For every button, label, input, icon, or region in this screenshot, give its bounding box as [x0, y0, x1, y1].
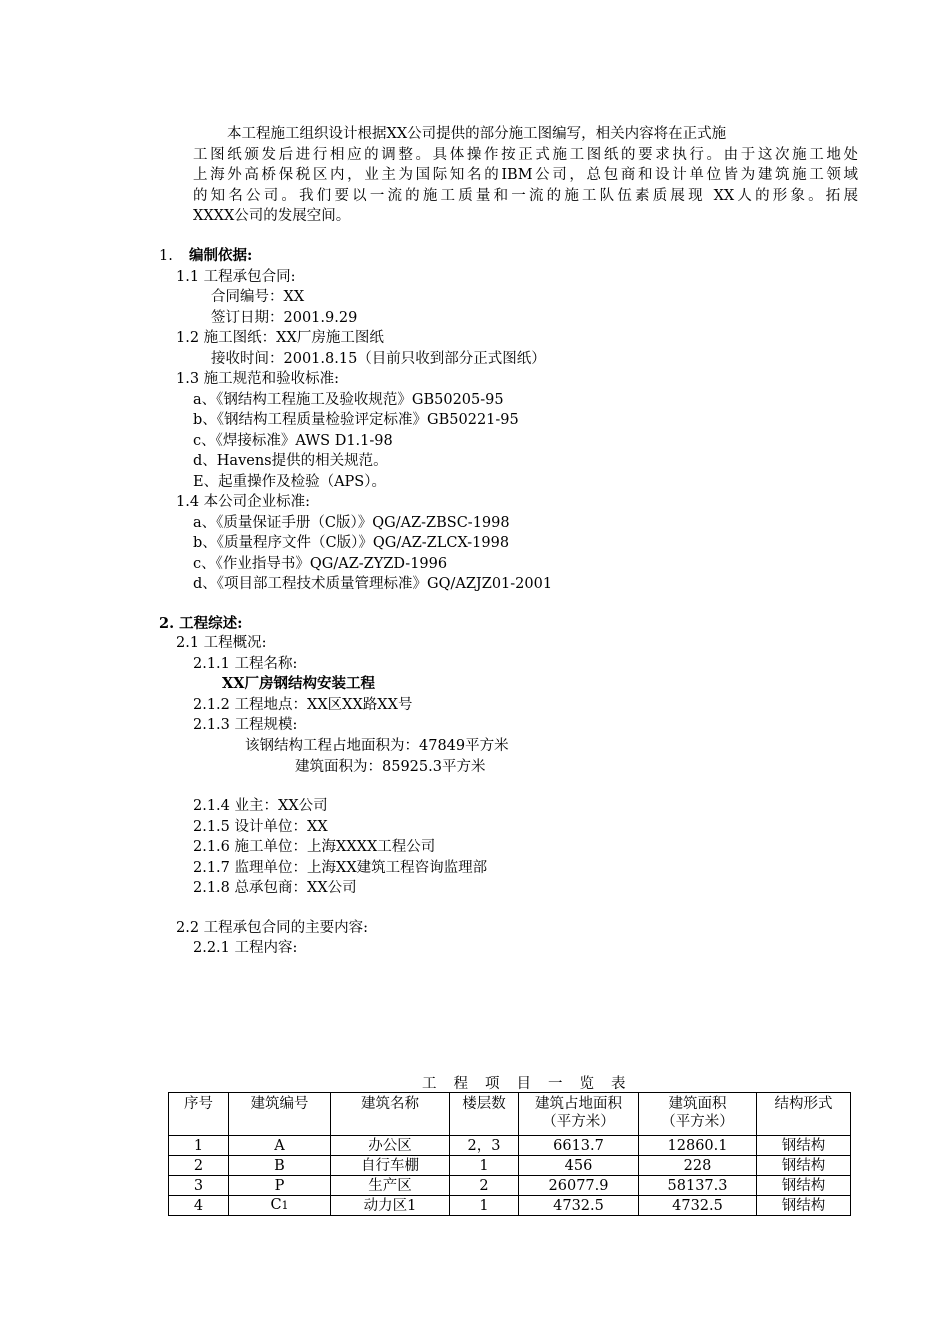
company-standard-item: a、《质量保证手册（C版）》QG/AZ-ZBSC-1998 [193, 515, 510, 531]
intro-line-5: XXXX公司的发展空间。 [193, 208, 351, 224]
section2-heading: 2. 工程综述: [159, 615, 243, 632]
cell-structure: 钢结构 [757, 1156, 851, 1176]
header-serial: 序号 [169, 1093, 229, 1136]
section-1-1: 1.1 工程承包合同: [176, 269, 296, 285]
cell-floors: 2 [450, 1176, 519, 1196]
intro-line-4: 的知名公司。我们要以一流的施工质量和一流的施工队伍素质展现 XX人的形象。拓展 [193, 188, 858, 204]
intro-line-1: 本工程施工组织设计根据XX公司提供的部分施工图编写，相关内容将在正式施 [227, 126, 727, 142]
cell-building-area: 4732.5 [639, 1196, 757, 1216]
project-name: XX厂房钢结构安装工程 [222, 675, 375, 692]
intro-line-2: 工图纸颁发后进行相应的调整。具体操作按正式施工图纸的要求执行。由于这次施工地处 [193, 147, 858, 163]
cell-land-area: 26077.9 [519, 1176, 639, 1196]
header-building-area: 建筑面积 （平方米） [639, 1093, 757, 1136]
section-2-1-2: 2.1.2 工程地点：XX区XX路XX号 [193, 697, 413, 713]
company-standard-item: b、《质量程序文件（C版）》QG/AZ-ZLCX-1998 [193, 535, 510, 551]
section-1-3: 1.3 施工规范和验收标准: [176, 371, 340, 387]
cell-building-area: 58137.3 [639, 1176, 757, 1196]
section-1-2: 1.2 施工图纸：XX厂房施工图纸 [176, 330, 384, 346]
section-2-1-4: 2.1.4 业主：XX公司 [193, 798, 328, 814]
project-overview-table [168, 1092, 851, 1216]
cell-land-area: 6613.7 [519, 1136, 639, 1156]
cell-building-code: B [229, 1156, 331, 1176]
building-area: 建筑面积为：85925.3平方米 [295, 759, 486, 775]
section-2-1: 2.1 工程概况: [176, 635, 267, 651]
table-row [169, 1136, 851, 1156]
cell-land-area: 4732.5 [519, 1196, 639, 1216]
standard-item: b、《钢结构工程质量检验评定标准》GB50221-95 [193, 412, 519, 428]
cell-serial: 3 [169, 1176, 229, 1196]
section-2-1-3: 2.1.3 工程规模: [193, 717, 298, 733]
receive-time: 接收时间：2001.8.15（目前只收到部分正式图纸） [211, 351, 546, 367]
cell-structure: 钢结构 [757, 1196, 851, 1216]
standard-item: c、《焊接标准》AWS D1.1-98 [193, 433, 393, 449]
cell-structure: 钢结构 [757, 1136, 851, 1156]
section-2-2: 2.2 工程承包合同的主要内容: [176, 920, 369, 936]
cell-serial: 1 [169, 1136, 229, 1156]
table-title: 工程项目一览表 [422, 1076, 643, 1092]
header-building-code: 建筑编号 [229, 1093, 331, 1136]
section-2-1-7: 2.1.7 监理单位：上海XX建筑工程咨询监理部 [193, 860, 488, 876]
table-row [169, 1156, 851, 1176]
standard-item: E、起重操作及检验（APS）。 [193, 474, 386, 490]
header-land-area: 建筑占地面积 （平方米） [519, 1093, 639, 1136]
cell-floors: 2，3 [450, 1136, 519, 1156]
section-2-1-8: 2.1.8 总承包商：XX公司 [193, 880, 357, 896]
cell-building-code: C1 [229, 1196, 331, 1216]
cell-serial: 4 [169, 1196, 229, 1216]
cell-building-name: 生产区 [331, 1176, 450, 1196]
cell-building-name: 动力区1 [331, 1196, 450, 1216]
cell-floors: 1 [450, 1196, 519, 1216]
table-row [169, 1176, 851, 1196]
section-2-1-1: 2.1.1 工程名称: [193, 656, 298, 672]
section-2-1-6: 2.1.6 施工单位：上海XXXX工程公司 [193, 839, 436, 855]
cell-building-area: 228 [639, 1156, 757, 1176]
land-area: 该钢结构工程占地面积为：47849平方米 [245, 738, 509, 754]
standard-item: d、Havens提供的相关规范。 [193, 453, 388, 469]
cell-building-area: 12860.1 [639, 1136, 757, 1156]
cell-serial: 2 [169, 1156, 229, 1176]
cell-building-code: A [229, 1136, 331, 1156]
intro-line-3: 上海外高桥保税区内，业主为国际知名的IBM公司，总包商和设计单位皆为建筑施工领域 [193, 167, 858, 183]
company-standard-item: d、《项目部工程技术质量管理标准》GQ/AZJZ01-2001 [193, 576, 553, 592]
table-header-row [169, 1093, 851, 1136]
header-structure: 结构形式 [757, 1093, 851, 1136]
table-row [169, 1196, 851, 1216]
cell-land-area: 456 [519, 1156, 639, 1176]
sign-date: 签订日期：2001.9.29 [211, 310, 358, 326]
header-floors: 楼层数 [450, 1093, 519, 1136]
cell-building-name: 办公区 [331, 1136, 450, 1156]
company-standard-item: c、《作业指导书》QG/AZ-ZYZD-1996 [193, 556, 448, 572]
cell-structure: 钢结构 [757, 1176, 851, 1196]
section-2-2-1: 2.2.1 工程内容: [193, 940, 298, 956]
section-1-4: 1.4 本公司企业标准: [176, 494, 311, 510]
cell-floors: 1 [450, 1156, 519, 1176]
section1-heading: 编制依据: [189, 247, 253, 264]
cell-building-name: 自行车棚 [331, 1156, 450, 1176]
header-building-name: 建筑名称 [331, 1093, 450, 1136]
section1-number: 1. [159, 248, 173, 264]
cell-building-code: P [229, 1176, 331, 1196]
contract-number: 合同编号：XX [211, 289, 305, 305]
section-2-1-5: 2.1.5 设计单位：XX [193, 819, 328, 835]
standard-item: a、《钢结构工程施工及验收规范》GB50205-95 [193, 392, 504, 408]
